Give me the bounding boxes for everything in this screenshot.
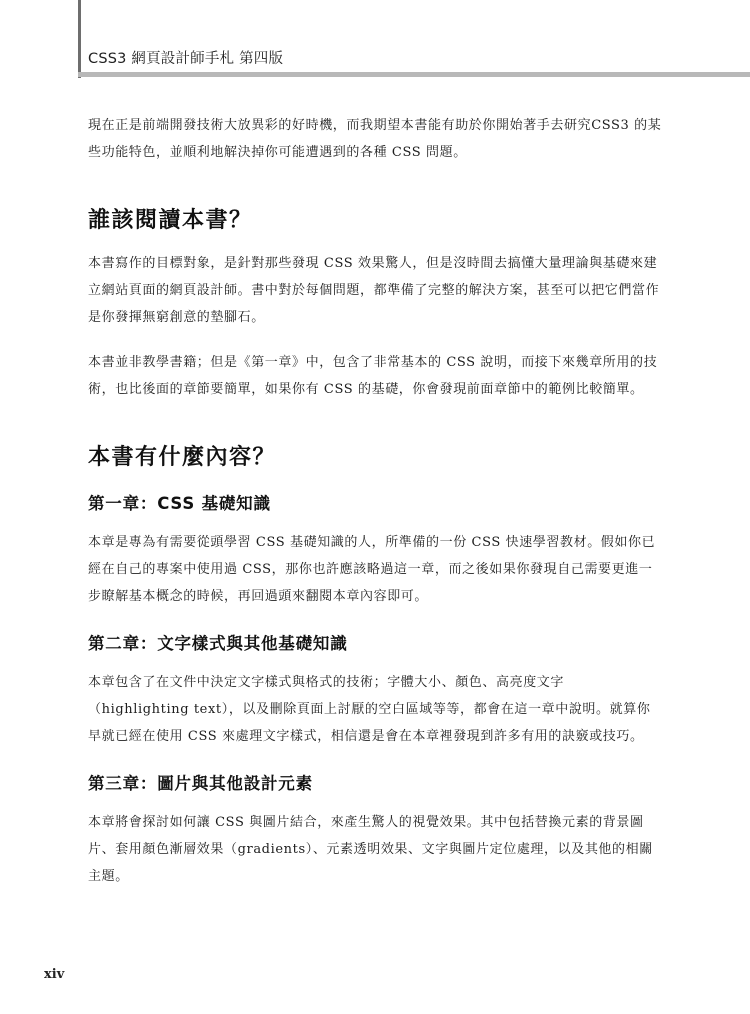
- chapter-3-paragraph: 本章將會探討如何讓 CSS 與圖片結合，來產生驚人的視覺效果。其中包括替換元素的背景圖片、套用顏色漸層效果（gradients）、元素透明效果、文字與圖片定位處理，以及其他的相關主題。: [88, 815, 653, 884]
- page-number: xiv: [44, 967, 65, 982]
- chapter-1-paragraph: 本章是專為有需要從頭學習 CSS 基礎知識的人，所準備的一份 CSS 快速學習教材。假如你已經在自己的專案中使用過 CSS，那你也許應該略過這一章，而之後如果你發現自己需要更進一步瞭解基本概念的時候，再回過頭來翻閱本章內容即可。: [88, 535, 656, 604]
- header-vertical-rule: [78, 0, 81, 78]
- page-content: [88, 112, 664, 890]
- who-should-read-paragraph-1: 本書寫作的目標對象，是針對那些發現 CSS 效果驚人，但是沒時間去搞懂大量理論與基礎來建立網站頁面的網頁設計師。書中對於每個問題，都準備了完整的解決方案，甚至可以把它們當作是你發揮無窮創意的墊腳石。: [88, 256, 660, 325]
- section-heading-who-should-read: 誰該閱讀本書？: [88, 208, 253, 233]
- chapter-3-title: 第三章：圖片與其他設計元素: [88, 774, 313, 793]
- section-heading-contents: 本書有什麼內容？: [88, 445, 277, 470]
- running-title: CSS3 網頁設計師手札 第四版: [88, 51, 284, 67]
- intro-paragraph: 現在正是前端開發技術大放異彩的好時機，而我期望本書能有助於你開始著手去研究CSS3 的某些功能特色，並順利地解決掉你可能遭遇到的各種 CSS 問題。: [88, 118, 662, 160]
- chapter-1-title: 第一章：CSS 基礎知識: [88, 494, 271, 513]
- who-should-read-paragraph-2: 本書並非教學書籍；但是《第一章》中，包含了非常基本的 CSS 說明，而接下來幾章所用的技術，也比後面的章節要簡單，如果你有 CSS 的基礎，你會發現前面章節中的範例比較簡單。: [88, 355, 658, 397]
- chapter-2-title: 第二章：文字樣式與其他基礎知識: [88, 634, 348, 653]
- chapter-2-paragraph: 本章包含了在文件中決定文字樣式與格式的技術；字體大小、顏色、高亮度文字（highlighting text），以及刪除頁面上討厭的空白區域等等，都會在這一章中說明。就算你早就已經在使用 CSS 來處理文字樣式，相信還是會在本章裡發現到許多有用的訣竅或技巧。: [88, 675, 651, 744]
- header-horizontal-bar: [78, 72, 750, 77]
